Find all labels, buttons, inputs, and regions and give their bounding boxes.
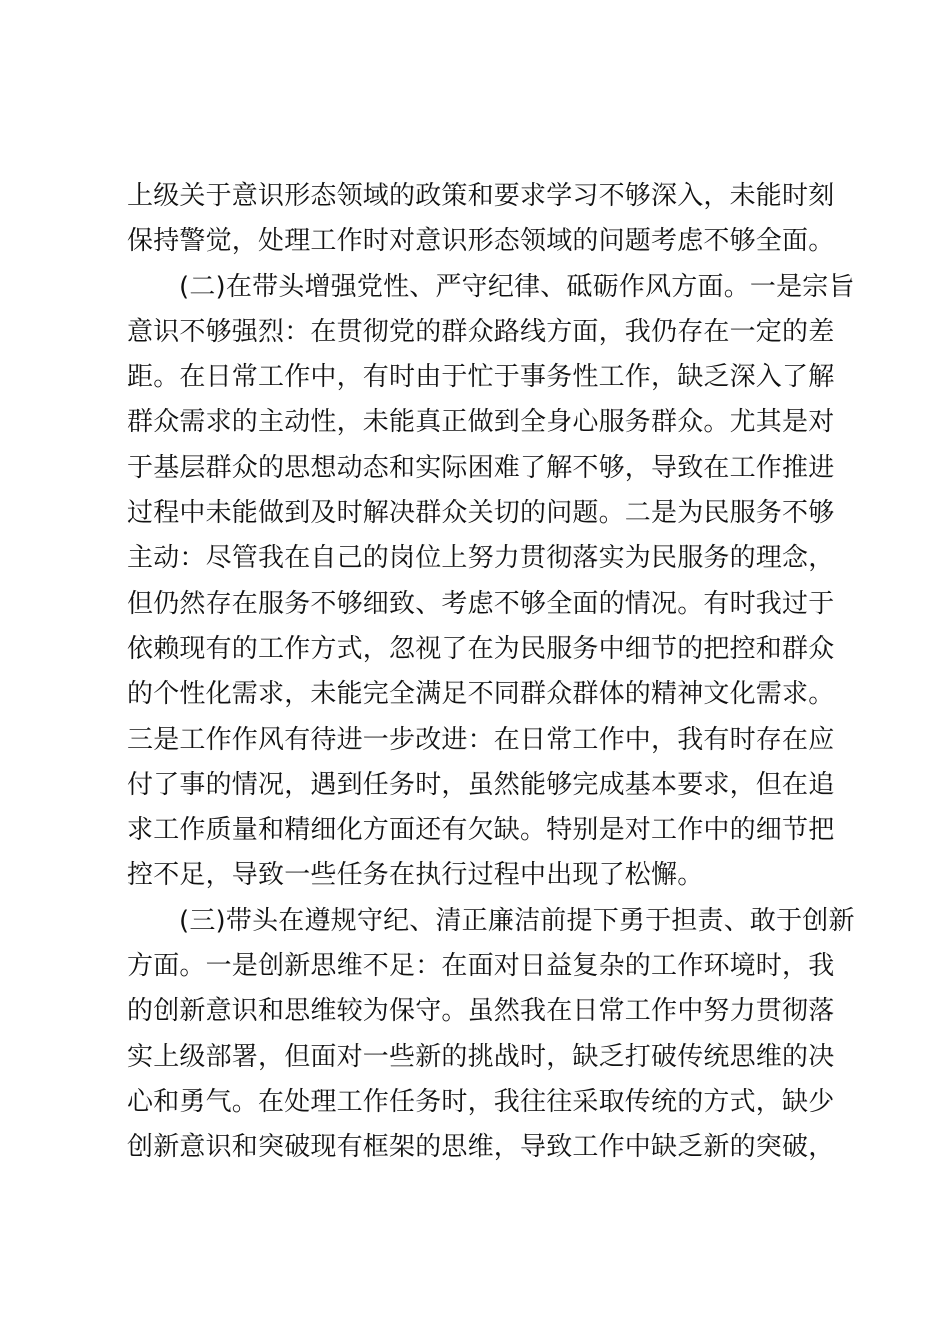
- text-line: 于基层群众的思想动态和实际困难了解不够，导致在工作推进: [127, 452, 835, 483]
- text-line: 距。在日常工作中，有时由于忙于事务性工作，缺乏深入了解: [127, 362, 835, 393]
- text-line: 群众需求的主动性，未能真正做到全身心服务群众。尤其是对: [127, 407, 835, 438]
- text-line: 控不足，导致一些任务在执行过程中出现了松懈。: [127, 860, 704, 891]
- text-line: 意识不够强烈：在贯彻党的群众路线方面，我仍存在一定的差: [127, 316, 835, 347]
- text-line: 过程中未能做到及时解决群众关切的问题。二是为民服务不够: [127, 498, 835, 529]
- section-heading-line: (二)在带头增强党性、严守纪律、砥砺作风方面。一是宗旨: [179, 271, 855, 302]
- section-heading-line: (三)带头在遵规守纪、清正廉洁前提下勇于担责、敢于创新: [179, 905, 855, 936]
- text-line: 保持警觉，处理工作时对意识形态领域的问题考虑不够全面。: [127, 226, 835, 257]
- text-line: 三是工作作风有待进一步改进：在日常工作中，我有时存在应: [127, 724, 835, 755]
- text-line: 心和勇气。在处理工作任务时，我往往采取传统的方式，缺少: [127, 1086, 835, 1117]
- text-line: 主动：尽管我在自己的岗位上努力贯彻落实为民服务的理念，: [127, 543, 835, 574]
- text-line: 上级关于意识形态领域的政策和要求学习不够深入，未能时刻: [127, 181, 835, 211]
- text-line: 的创新意识和思维较为保守。虽然我在日常工作中努力贯彻落: [127, 996, 835, 1027]
- text-line: 依赖现有的工作方式，忽视了在为民服务中细节的把控和群众: [127, 633, 835, 664]
- text-line: 求工作质量和精细化方面还有欠缺。特别是对工作中的细节把: [127, 815, 835, 846]
- text-line: 方面。一是创新思维不足：在面对日益复杂的工作环境时，我: [127, 951, 835, 982]
- text-line: 创新意识和突破现有框架的思维，导致工作中缺乏新的突破，: [127, 1132, 835, 1163]
- text-line: 实上级部署，但面对一些新的挑战时，缺乏打破传统思维的决: [127, 1041, 835, 1072]
- text-line: 付了事的情况，遇到任务时，虽然能够完成基本要求，但在追: [127, 769, 835, 800]
- document-body: [127, 174, 855, 1171]
- text-line: 但仍然存在服务不够细致、考虑不够全面的情况。有时我过于: [127, 588, 835, 619]
- text-line: 的个性化需求，未能完全满足不同群众群体的精神文化需求。: [127, 679, 835, 710]
